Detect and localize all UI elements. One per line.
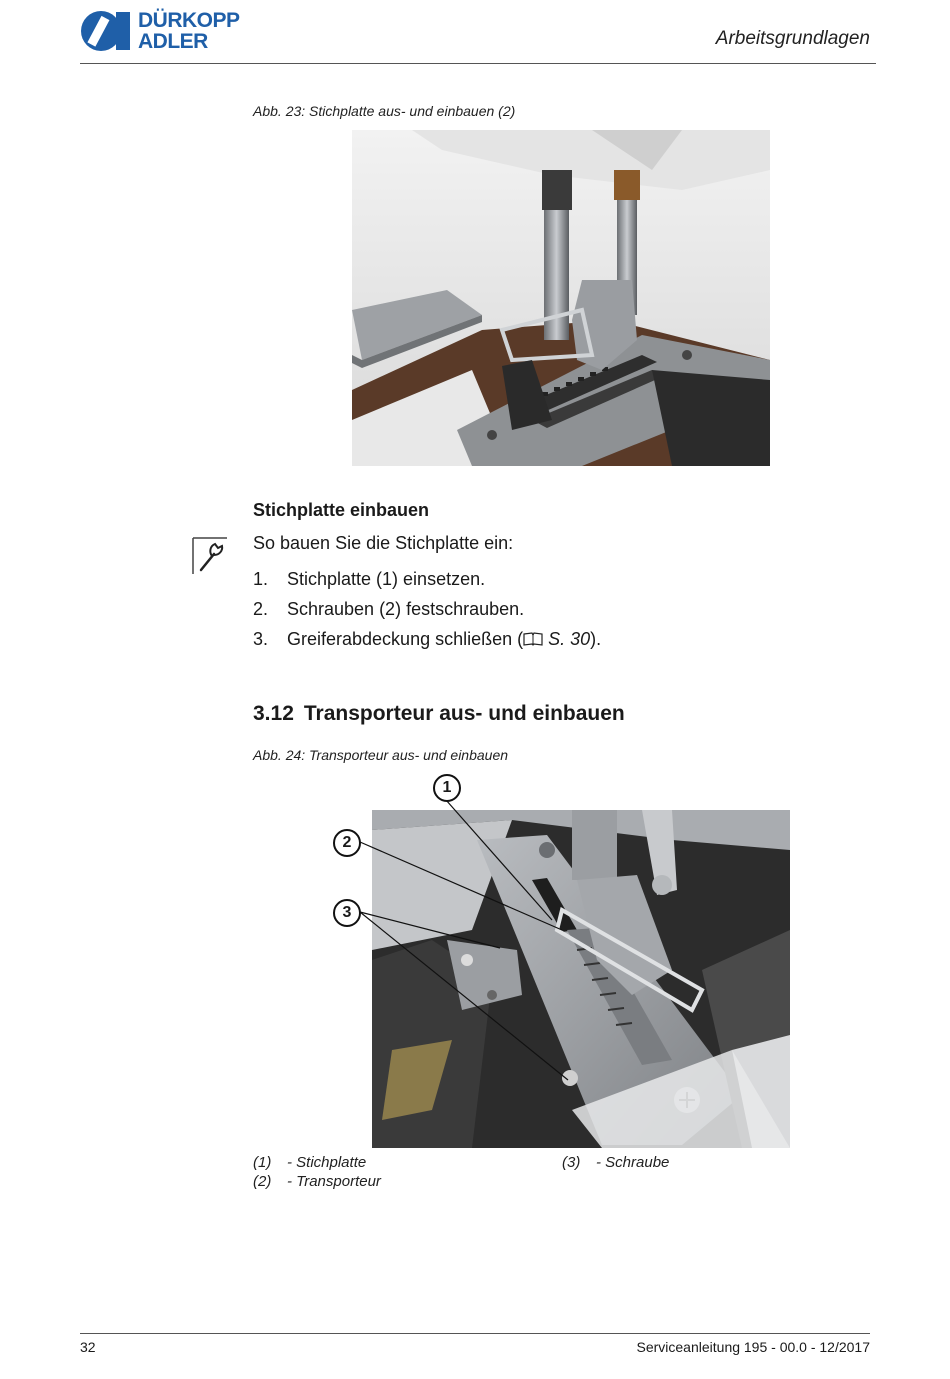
- step-1: [253, 569, 485, 590]
- section-title: Transporteur aus- und einbauen: [303, 702, 625, 725]
- header-section-title: Arbeitsgrundlagen: [715, 28, 870, 49]
- callout-1: 1: [433, 774, 461, 802]
- step-2: [253, 599, 524, 620]
- brand-name-line1: DÜRKOPP: [138, 9, 240, 32]
- page-reference-link[interactable]: S. 30: [548, 629, 591, 649]
- callout-2: 2: [333, 829, 361, 857]
- legend-key: (1): [253, 1154, 272, 1171]
- step-text: Stichplatte (1) einsetzen.: [287, 569, 486, 589]
- legend-item-2: [253, 1173, 381, 1190]
- header-divider: [80, 63, 876, 64]
- callout-3: 3: [333, 899, 361, 927]
- legend-item-3: [562, 1154, 669, 1171]
- page-number: 32: [80, 1339, 96, 1355]
- legend-key: (3): [562, 1154, 581, 1171]
- callout-leaders: [330, 770, 590, 1100]
- brand-name-line2: ADLER: [138, 30, 208, 53]
- logo-mark-icon: [80, 10, 132, 52]
- step-number: 2.: [253, 599, 269, 619]
- figure-24-caption: Abb. 24: Transporteur aus- und einbauen: [253, 747, 509, 763]
- step-3: [253, 629, 601, 650]
- legend-label: - Transporteur: [287, 1173, 381, 1190]
- legend-item-1: [253, 1154, 366, 1171]
- document-reference: Serviceanleitung 195 - 00.0 - 12/2017: [636, 1339, 870, 1355]
- step-number: 1.: [253, 569, 269, 589]
- section-heading: [253, 702, 625, 726]
- install-heading: Stichplatte einbauen: [253, 500, 430, 520]
- figure-23-caption: Abb. 23: Stichplatte aus- und einbauen (2): [253, 103, 516, 119]
- footer-divider: [80, 1333, 870, 1334]
- wrench-icon: [192, 537, 228, 575]
- install-intro: So bauen Sie die Stichplatte ein:: [253, 533, 514, 553]
- legend-label: - Stichplatte: [287, 1154, 367, 1171]
- step-text: Schrauben (2) festschrauben.: [287, 599, 525, 619]
- book-icon: [523, 632, 543, 646]
- figure-23-photo: [352, 130, 770, 466]
- brand-logo: [80, 8, 270, 54]
- step-text: Greiferabdeckung schließen (: [287, 629, 524, 649]
- step-number: 3.: [253, 629, 269, 649]
- legend-label: - Schraube: [596, 1154, 670, 1171]
- section-number: 3.12: [253, 702, 294, 725]
- step-suffix: ).: [590, 629, 602, 649]
- legend-key: (2): [253, 1173, 272, 1190]
